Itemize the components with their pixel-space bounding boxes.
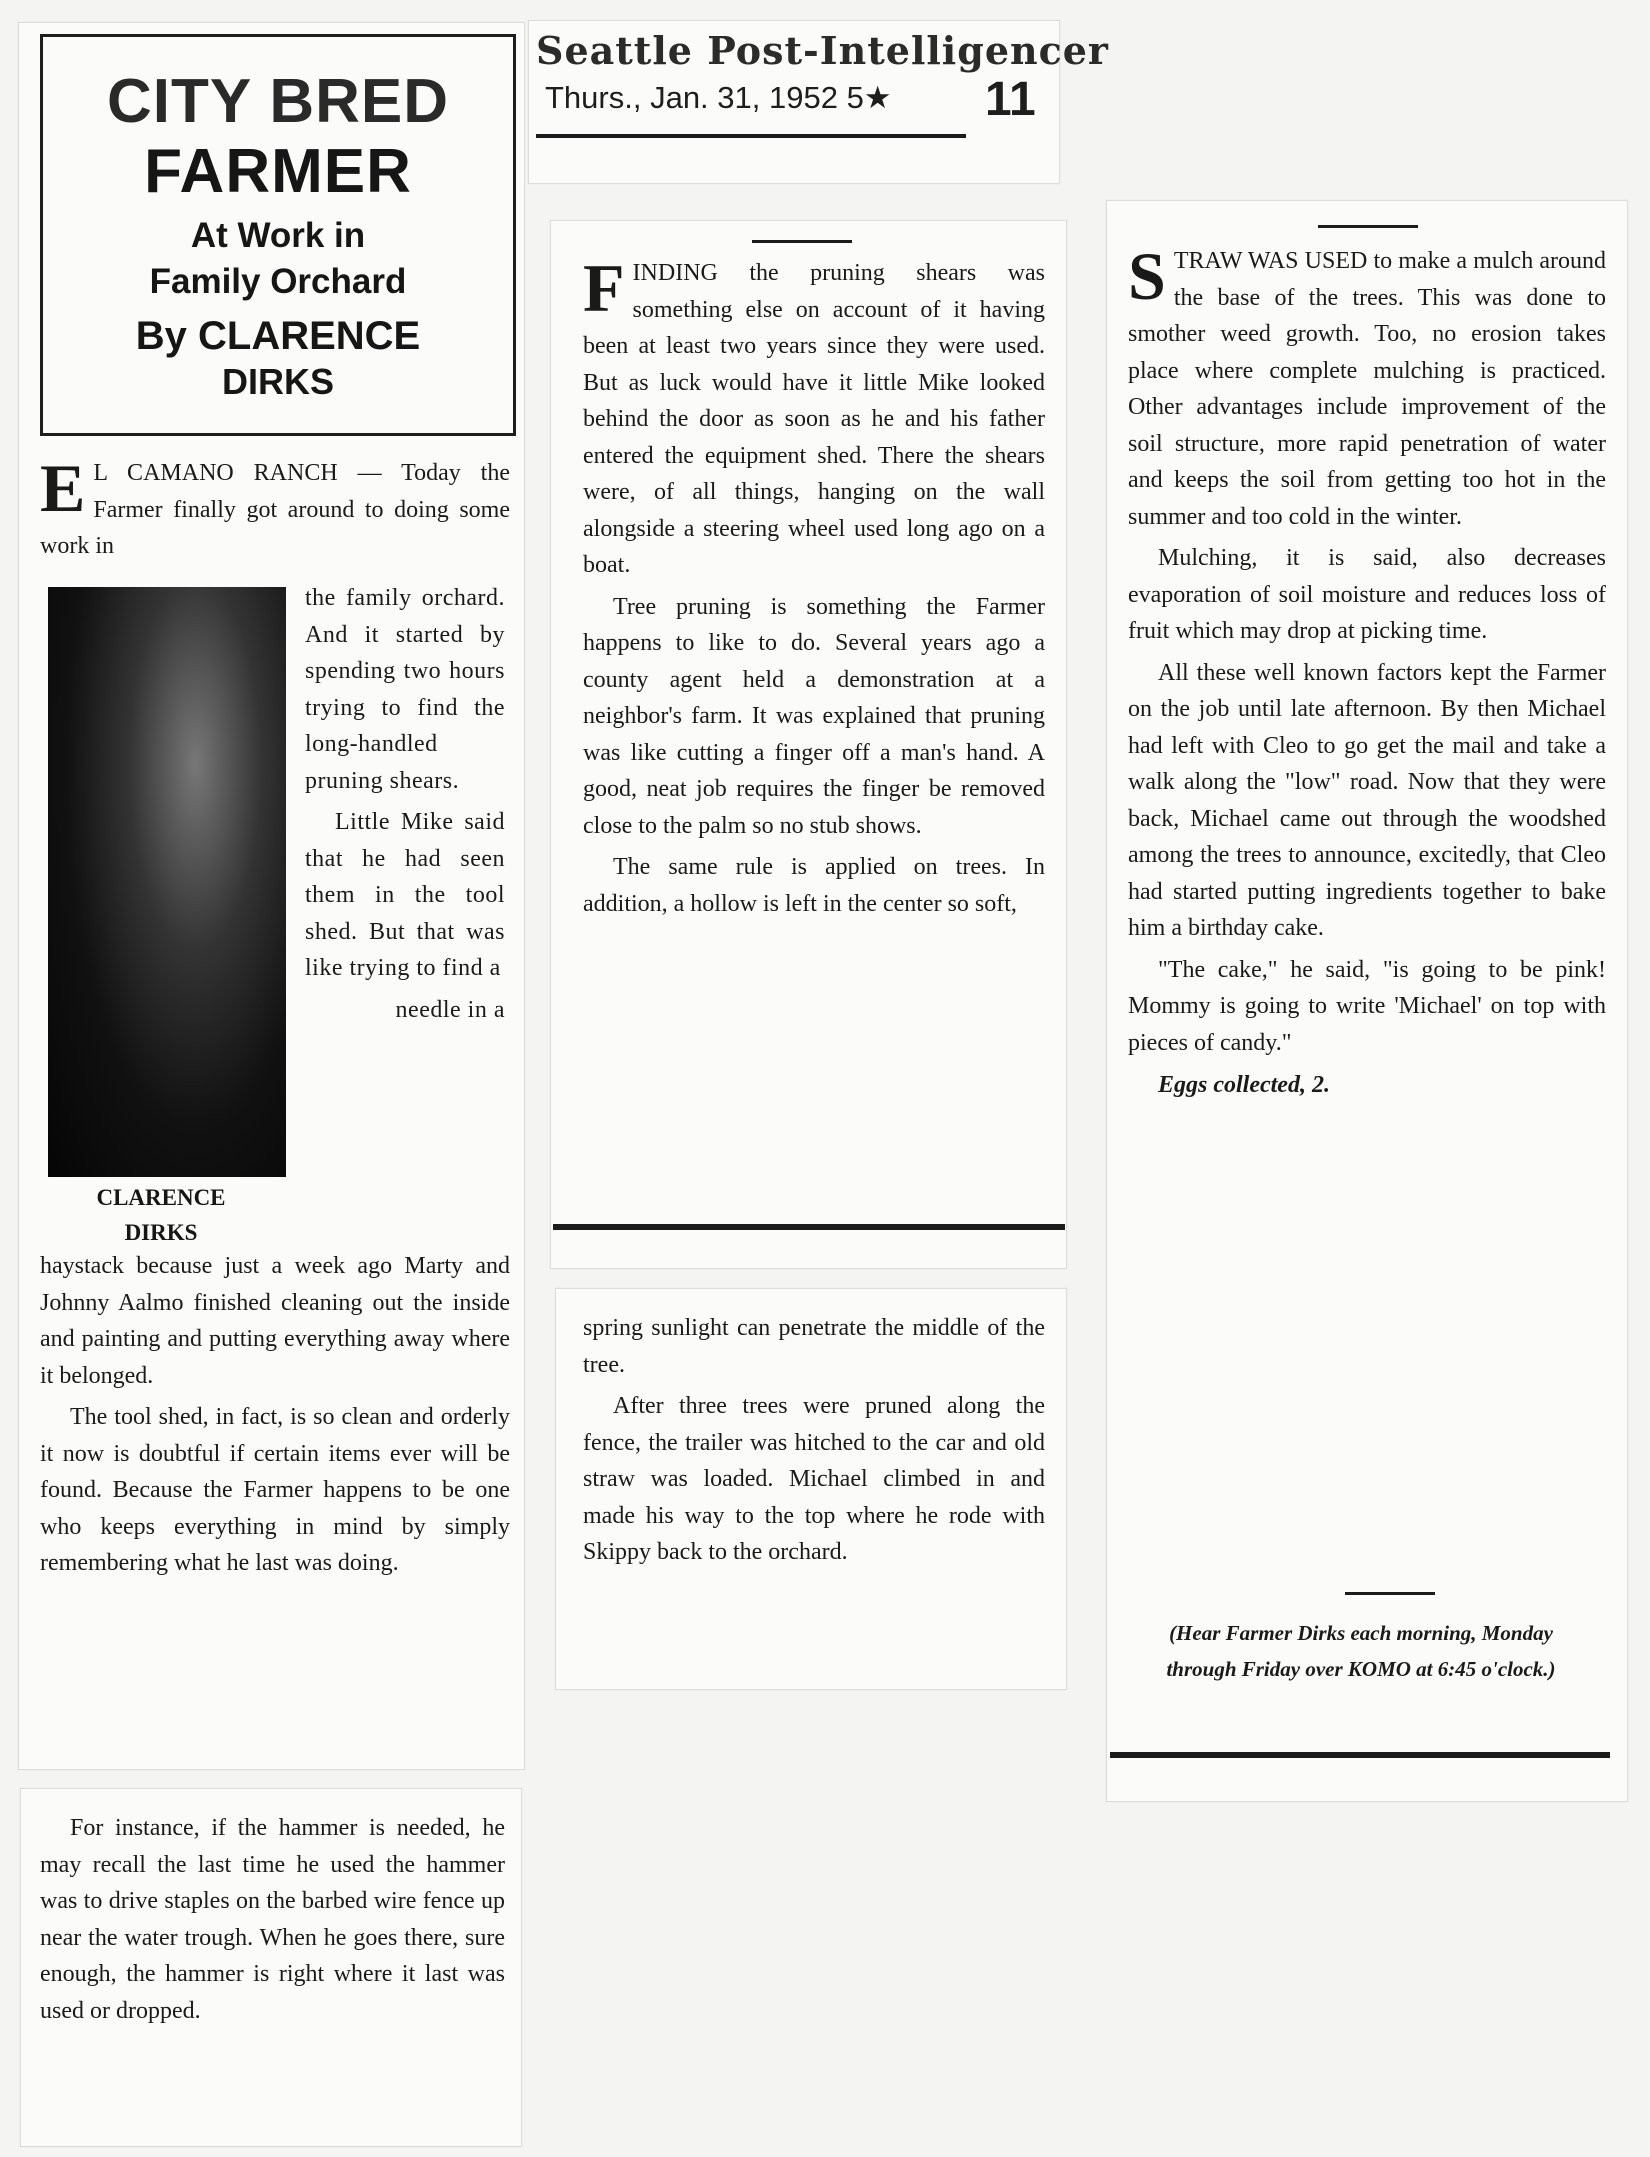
column3-eggs-note: Eggs collected, 2. [1158, 1072, 1330, 1098]
column1-paragraph3: The tool shed, in fact, is so clean and orderly it now is doubtful if certain items ever will be found. Because the Farmer happens to be one who keeps everything in mind by simply remembering what he last was doing. [40, 1404, 510, 1576]
column1-wrap-paragraph2: Little Mike said that he had seen them in the tool shed. But that was like trying to find a [305, 809, 505, 981]
column1-intro [40, 450, 510, 570]
dropcap-s: S [1128, 238, 1166, 314]
column1-intro-text: L CAMANO RANCH — Today the Farmer finally got around to doing some work in [40, 460, 510, 559]
column1b-paragraph1: For instance, if the hammer is needed, he may recall the last time he used the hammer was to drive staples on the barbed wire fence up near the water trough. When he goes there, sure enough, the hammer is right where it last was used or dropped. [40, 1815, 505, 2024]
column3-footer-note: (Hear Farmer Dirks each morning, Monday through Friday over KOMO at 6:45 o'clock.) [1166, 1621, 1556, 1681]
byline-line2: DIRKS [221, 361, 334, 402]
column3-paragraph1-text: TRAW WAS USED to make a mulch around the base of the trees. This was done to smother weed growth. Too, no erosion takes place where complete mulching is practiced. Other advantages include improvement of the soil structure, more rapid penetration of water and keeps the soil from getting too hot in the summer and too cold in the winter. [1128, 248, 1606, 530]
masthead-page: 11 [985, 73, 1036, 126]
byline-line1: By CLARENCE [135, 314, 421, 358]
dropcap-e: E [40, 450, 86, 526]
photo-caption-line1: CLARENCE [96, 1185, 226, 1210]
column1b-body [40, 1810, 505, 2034]
column2b-paragraph1: spring sunlight can penetrate the middle of the tree. [583, 1315, 1045, 1378]
column2-paragraph1-text: INDING the pruning shears was something else on account of it having been at least two years since they were used. But as luck would have it little Mike looked behind the door as soon as he and his father entered the equipment shed. There the shears were, of all things, hanging on the wall alongside a steering wheel used long ago on a boat. [583, 260, 1045, 578]
dropcap-f: F [583, 250, 625, 326]
headline-box [40, 34, 516, 436]
column3-paragraph3: All these well known factors kept the Farmer on the job until late afternoon. By then Michael had left with Cleo to go get the mail and take a walk along the "low" road. Now that they were back, Michael came out through the woodshed among the trees to announce, excitedly, that Cleo had started putting ingredients together to bake him a birthday cake. [1128, 659, 1606, 941]
column2b-body [583, 1310, 1045, 1576]
column2-bottom-rule [553, 1224, 1065, 1230]
column2-top-rule [752, 240, 852, 243]
headline-line1: CITY BRED [106, 67, 449, 136]
column2-paragraph2: Tree pruning is something the Farmer happens to like to do. Several years ago a county agent held a demonstration at a neighbor's farm. It was explained that pruning was like cutting a finger off a man's hand. A good, neat job requires the finger be removed close to the palm so no stub shows. [583, 593, 1045, 839]
column2-body [583, 250, 1045, 927]
column3-top-rule [1318, 225, 1418, 228]
masthead-name: Seattle Post-Intelligencer [536, 28, 1109, 73]
column1-paragraph-after-photo: haystack because just a week ago Marty and Johnny Aalmo finished cleaning out the inside and painting and putting everything away where it belonged. [40, 1253, 510, 1389]
byline [43, 313, 513, 405]
column1-body [40, 1248, 510, 1587]
subhead-line1: At Work in [190, 216, 366, 255]
column3-paragraph4: "The cake," he said, "is going to be pink! Mommy is going to write 'Michael' on top with pieces of candy." [1128, 956, 1606, 1056]
masthead-rule [536, 134, 966, 138]
column3-bottom-rule [1110, 1752, 1610, 1758]
column3-paragraph2: Mulching, it is said, also decreases evaporation of soil moisture and reduces loss of fruit which may drop at picking time. [1128, 545, 1606, 644]
subhead [43, 213, 513, 305]
column3-footer-rule [1345, 1592, 1435, 1595]
column2-paragraph3: The same rule is applied on trees. In addition, a hollow is left in the center so soft, [583, 854, 1045, 917]
masthead-date: Thurs., Jan. 31, 1952 5★ [545, 80, 892, 115]
column2-paragraph1 [583, 250, 1045, 584]
subhead-line2: Family Orchard [149, 262, 407, 301]
column2b-paragraph2: After three trees were pruned along the fence, the trailer was hitched to the car and old straw was loaded. Michael climbed in and made his way to the top where he rode with Skippy back to the orchard. [583, 1393, 1045, 1565]
column1-beside-caption: needle in a [395, 996, 505, 1023]
author-photo [48, 587, 286, 1177]
headline-line2: FARMER [144, 137, 412, 206]
photo-caption-line2: DIRKS [124, 1220, 198, 1245]
column3-paragraph1 [1128, 238, 1606, 535]
column3-body [1128, 238, 1606, 1109]
column1-wrap-text [305, 580, 505, 1033]
photo-caption [56, 1180, 266, 1250]
column1-wrap-paragraph1: the family orchard. And it started by spending two hours trying to find the long-handled pruning shears. [305, 585, 505, 794]
